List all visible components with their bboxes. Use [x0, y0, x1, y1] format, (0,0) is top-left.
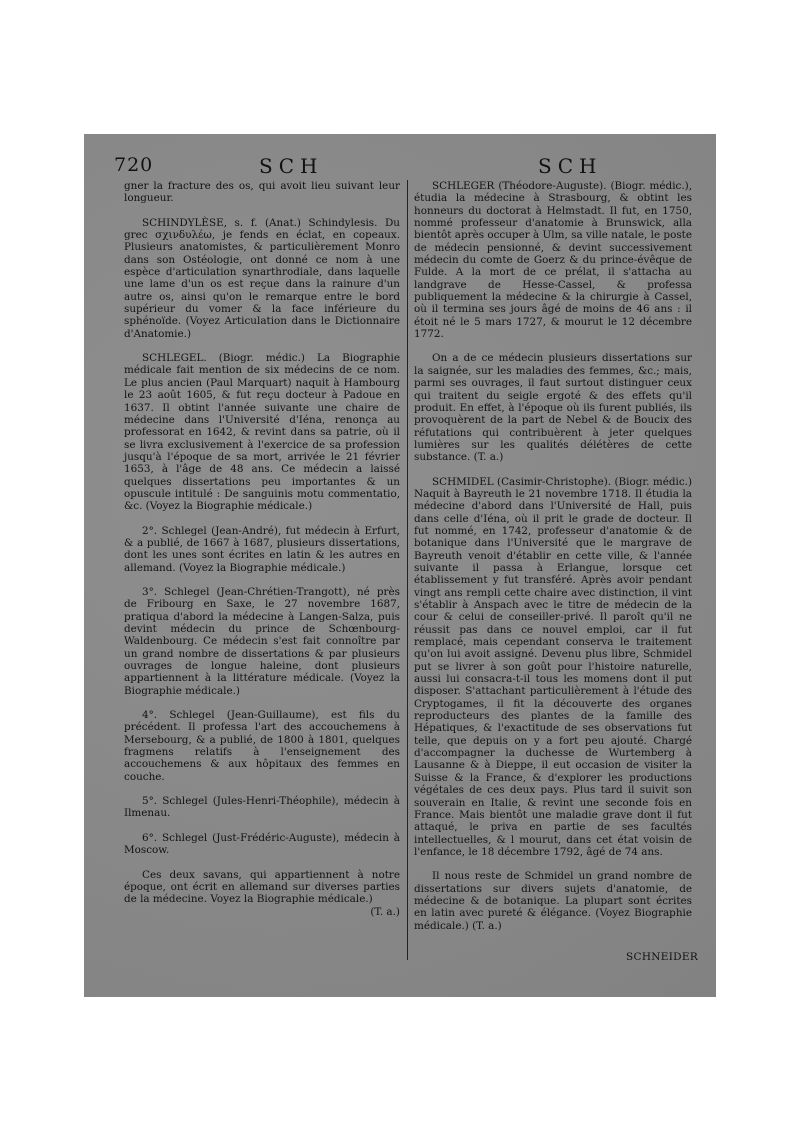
entry-schmidel: SCHMIDEL (Casimir-Christophe). (Biogr. médic.) Naquit à Bayreuth le 21 novembre 1718. Il étudia la médecine d'abord dans l'Université de Hall, puis dans celle d'Iéna, où il prit le grade de docteur. Il fut nommé, en 1742, professeur d'anatomie & de botanique dans l'Université que le margrave de Bayreuth venoit d'établir en cette ville, & l'année suivante il passa à Erlangue, lorsque cet établissement y fut transféré. Après avoir pendant vingt ans rempli cette chaire avec distinction, il vint s'établir à Anspach avec le titre de médecin de la cour & celui de conseiller-privé. Il paroît qu'il ne réussit pas dans ce nouvel emploi, car il fut remplacé, mais cependant conserva le traitement qu'on lui avoit assigné. Devenu plus libre, Schmidel put se livrer à son goût pour l'histoire naturelle, aussi lui consacra-t-il tous les momens dont il put disposer. S'attachant particulièrement à l'étude des Cryptogames, il fit la découverte des organes reproducteurs des plantes de la famille des Hépatiques, & l'exactitude de ses observations fut telle, que depuis on y a fort peu ajouté. Chargé d'accompagner la duchesse de Wurtemberg à Lausanne & à Dieppe, il eut occasion de visiter la Suisse & la France, & d'explorer les productions végétales de ces deux pays. Plus tard il suivit son souverain en Italie, & revint une seconde fois en France. Mais bientôt une maladie grave dont il fut attaqué, le priva en partie de ses facultés intellectuelles, & l mourut, dans cet état voisin de l'enfance, le 18 décembre 1792, âgé de 74 ans. — [414, 475, 692, 858]
page-number: 720 — [114, 154, 154, 176]
book-page — [84, 134, 716, 997]
author-signature: (T. a.) — [370, 905, 400, 918]
entry-schlegel: SCHLEGEL. (Biogr. médic.) La Biographie médicale fait mention de six médecins de ce nom. Le plus ancien (Paul Marquart) naquit à Hambourg le 23 août 1605, & fut reçu docteur à Padoue en 1637. Il obtint l'année suivante une chaire de médecine dans l'Université d'Iéna, renonça au professorat en 1642, & revint dans sa patrie, où il se livra exclusivement à l'exercice de sa profession jusqu'à l'époque de sa mort, arrivée le 21 février 1653, à l'âge de 48 ans. Ce médecin a laissé quelques dissertations peu importantes & un opuscule intitulé : De sanguinis motu commentatio, &c. (Voyez la Biographie médicale.) — [124, 352, 400, 513]
left-column — [124, 180, 400, 926]
entry-schleger: SCHLEGER (Théodore-Auguste). (Biogr. médic.), étudia la médecine à Strasbourg, & obtint les honneurs du doctorat à Helmstadt. Il fut, en 1750, nommé professeur d'anatomie à Brunswick, alla bientôt après occuper à Ulm, sa ville natale, le poste de médecin pensionné, & devint successivement médecin du comte de Goerz & du prince-évêque de Fulde. A la mort de ce prélat, il s'attacha au landgrave de Hesse-Cassel, & professa publiquement la médecine & la chirurgie à Cassel, où il termina ses jours âgé de moins de 46 ans : il étoit né le 5 mars 1727, & mourut le 12 décembre 1772. — [414, 180, 692, 341]
entry-schlegel-3: 3°. Schlegel (Jean-Chrétien-Trangott), né près de Fribourg en Saxe, le 27 novembre 1687, pratiqua d'abord la médecine à Langen-Salza, puis devint médecin du prince de Schœnbourg-Waldenbourg. Ce médecin s'est fait connoître par un grand nombre de dissertations & par plusieurs ouvrages de longue haleine, dont plusieurs appartiennent à la littérature médicale. (Voyez la Biographie médicale.) — [124, 585, 400, 697]
running-header — [114, 154, 686, 178]
paragraph: Il nous reste de Schmidel un grand nombre de dissertations sur divers sujets d'anatomie, de médecine & de botanique. La plupart sont écrites en latin avec pureté & élégance. (Voyez Biographie médicale.) (T. a.) — [414, 870, 692, 932]
paragraph: Ces deux savans, qui appartiennent à notre époque, ont écrit en allemand sur diverses parties de la médecine. Voyez la Biographie médicale.) — [124, 868, 400, 906]
paragraph: gner la fracture des os, qui avoit lieu suivant leur longueur. — [124, 180, 400, 205]
paragraph: On a de ce médecin plusieurs dissertations sur la saignée, sur les maladies des femmes, &c.; mais, parmi ses ouvrages, il faut surtout distinguer ceux qui traitent du seigle ergoté & des effets qu'il produit. En effet, à l'époque où ils furent publiés, ils provoquèrent de la part de Nebel & de Boucix des réfutations qui contribuèrent à jeter quelques lumières sur les qualités délétères de cette substance. (T. a.) — [414, 352, 692, 464]
entry-schindylese: SCHINDYLÈSE, s. f. (Anat.) Schindylesis. Du grec σχινδυλέω, je fends en éclat, en copeaux. Plusieurs anatomistes, & particulièrement Monro dans son Ostéologie, ont donné ce nom à une espèce d'articulation synarthrodiale, dans laquelle une lame d'un os est reçue dans la rainure d'un autre os, ainsi qu'on le remarque entre le bord supérieur du vomer & la face inférieure du sphénoïde. (Voyez Articulation dans le Dictionnaire d'Anatomie.) — [124, 216, 400, 340]
column-rule — [407, 180, 408, 960]
entry-schlegel-5: 5°. Schlegel (Jules-Henri-Théophile), médecin à Ilmenau. — [124, 795, 400, 820]
running-title-left: SCH — [259, 154, 324, 178]
entry-schlegel-2: 2°. Schlegel (Jean-André), fut médecin à Erfurt, & a publié, de 1667 à 1687, plusieurs dissertations, dont les unes sont écrites en latin & les autres en allemand. (Voyez la Biographie médicale.) — [124, 524, 400, 574]
right-column — [414, 180, 692, 944]
catchword: SCHNEIDER — [626, 951, 699, 963]
entry-schlegel-4: 4°. Schlegel (Jean-Guillaume), est fils du précédent. Il professa l'art des accouchemens à Mersebourg, & a publié, de 1800 à 1801, quelques fragmens relatifs à l'enseignement des accouchemens & aux hôpitaux des femmes en couche. — [124, 709, 400, 783]
entry-schlegel-6: 6°. Schlegel (Just-Frédéric-Auguste), médecin à Moscow. — [124, 831, 400, 857]
running-title-right: SCH — [538, 154, 603, 178]
